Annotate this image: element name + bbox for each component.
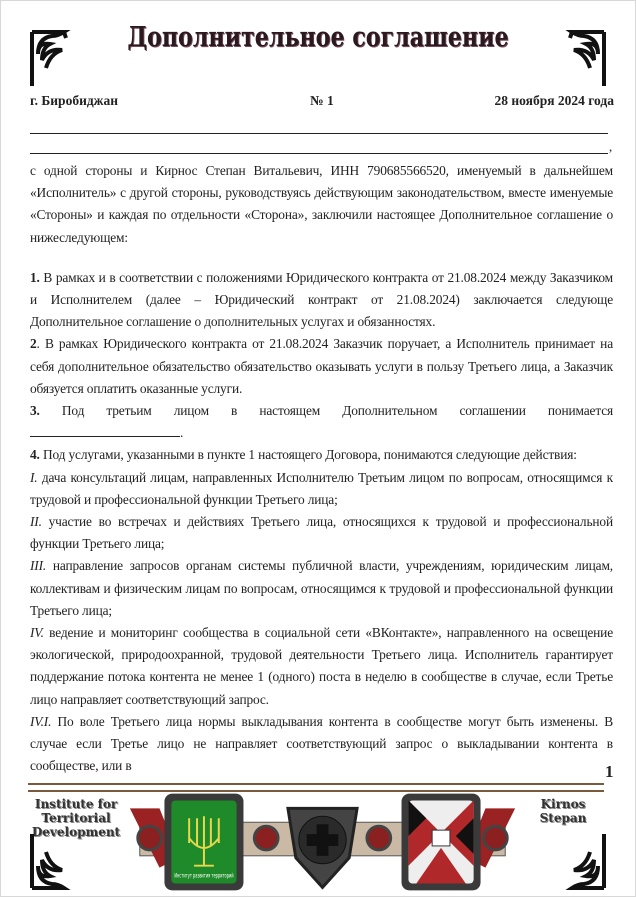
agreement-number: № 1 — [310, 93, 334, 108]
document-body — [30, 160, 613, 777]
ornament-corner-icon — [28, 28, 74, 88]
service-item: IV. ведение и мониторинг сообщества в социальной сети «ВКонтакте», направленного на освещение экологической, природоохранной, трудовой деятельности Третьего лица. Исполнитель гарантирует поддержание потока контента не менее 1 (одного) поста в неделю в сообществе в случае, если Третье лицо направляет соответствующий запрос. — [30, 625, 613, 707]
blank-line — [30, 153, 608, 154]
ornament-corner-icon — [562, 832, 608, 892]
document-title: Дополнительное соглашение — [127, 22, 509, 53]
service-item: II. участие во встречах и действиях Третьего лица, относящихся к трудовой и профессиональной функции Третьего лица; — [30, 514, 613, 552]
footer-right-text: Kirnos Stepan — [539, 797, 587, 825]
book-icon — [432, 830, 450, 846]
footer-left-text: Institute for Territorial Development — [31, 797, 121, 839]
footer-emblem-banner — [120, 788, 525, 894]
emblem-caption: Институт развития территорий — [174, 873, 273, 880]
blank-line-comma: , — [609, 139, 613, 154]
clause-4: 4. Под услугами, указанными в пункте 1 настоящего Договора, понимаются следующие действия: — [30, 447, 577, 463]
service-item: I. дача консультаций лицам, направленных Исполнителю Третьим лицом по вопросам, относящимся к трудовой и профессиональной функции Третьего лица; — [30, 469, 613, 507]
blank-line — [30, 133, 608, 134]
service-item: III. направление запросов органам системы публичной власти, учреждениям, юридическим лицам, коллективам и физическим лицам по вопросам, относящимся к трудовой и профессиональной функции Третьего лица; — [30, 558, 613, 618]
third-party-blank — [30, 424, 180, 437]
ornament-corner-icon — [562, 28, 608, 88]
clause-2: 2. В рамках Юридического контракта от 21.08.2024 Заказчик поручает, а Исполнитель принимает на себя дополнительное обязательство обязательство оказывать услуги в пользу Третьего лица, а Заказчик обязуется оплатить оказанные услуги. — [30, 336, 613, 396]
rosette-icon — [484, 826, 508, 850]
clause-3: 3. Под третьим лицом в настоящем Дополнительном соглашении понимается . — [30, 403, 613, 441]
agreement-date: 28 ноября 2024 года — [494, 93, 614, 108]
ornament-corner-icon — [28, 832, 74, 892]
preamble: с одной стороны и Кирнос Степан Витальевич, ИНН 790685566520, именуемый в дальнейшем «Исполнитель» с другой стороны, руководствуясь действующим законодательством, вместе именуемые «Стороны» и каждая по отдельности «Сторона», заключили настоящее Дополнительное соглашение о нижеследующем: — [30, 163, 613, 245]
rosette-icon — [254, 826, 278, 850]
rosette-icon — [367, 826, 391, 850]
clause-1: 1. В рамках и в соответствии с положениями Юридического контракта от 21.08.2024 между Заказчиком и Исполнителем (далее – Юридический контракт от 21.08.2024) заключается следующе Дополнительное соглашение о дополнительных услугах и обязанностях. — [30, 269, 613, 330]
service-item: IV.I. По воле Третьего лица нормы выкладывания контента в сообществе могут быть изменены. В случае если Третье лицо не направляет соответствующий запрос о выкладывании контента в сообществе, или в — [30, 713, 613, 774]
page-number: 1 — [605, 762, 614, 781]
rosette-icon — [138, 826, 162, 850]
city: г. Биробиджан — [30, 93, 118, 108]
